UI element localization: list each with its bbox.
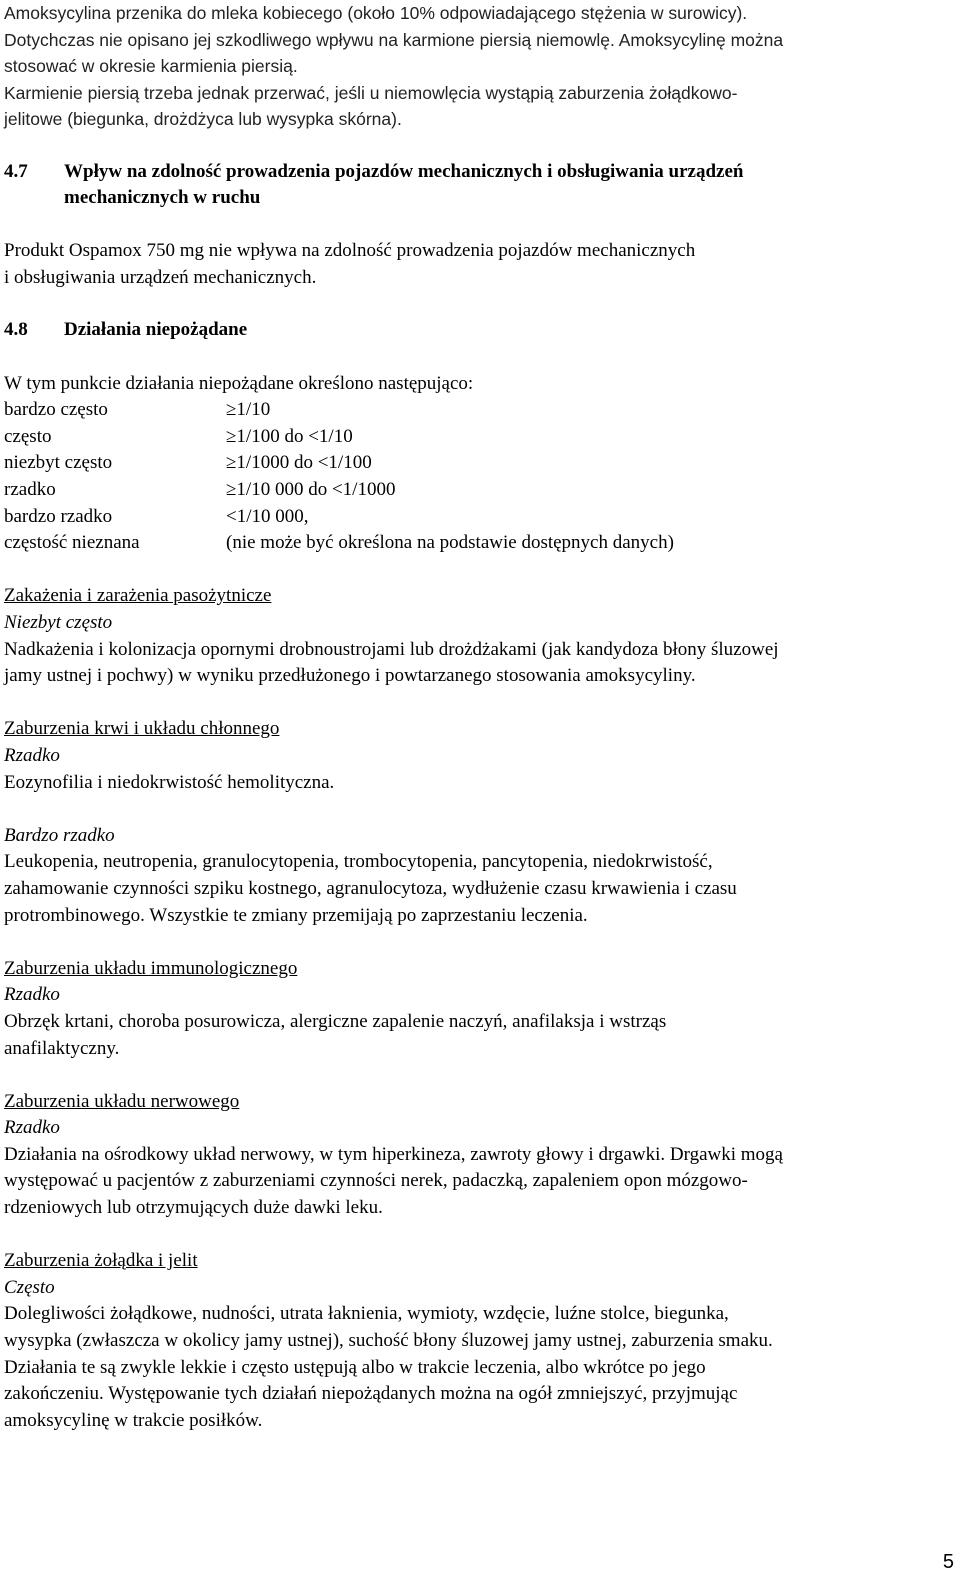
frequency-value: <1/10 000, <box>226 505 309 527</box>
nervous-section <box>4 1089 954 1222</box>
frequency-label: często <box>4 425 52 447</box>
section-title: Działania niepożądane <box>64 319 248 341</box>
body-line: Działania na ośrodkowy układ nerwowy, w tym hiperkineza, zawroty głowy i drgawki. Drgawki mogą <box>4 1143 783 1165</box>
body-line: wysypka (zwłaszcza w okolicy jamy ustnej), suchość błony śluzowej jamy ustnej, zaburzenia smaku. <box>4 1330 773 1352</box>
body-line: występować u pacjentów z zaburzeniami czynności nerek, padaczką, zapaleniem opon mózgowo- <box>4 1170 748 1192</box>
frequency-label: Niezbyt często <box>4 612 113 633</box>
frequency-row <box>4 530 954 557</box>
frequency-value: ≥1/1000 do <1/100 <box>226 452 372 474</box>
subsection-title: Zaburzenia krwi i układu chłonnego <box>4 718 280 740</box>
body-line: Obrzęk krtani, choroba posurowicza, alergiczne zapalenie naczyń, anafilaksja i wstrząs <box>4 1010 667 1032</box>
infections-section <box>4 583 954 689</box>
gi-section <box>4 1248 954 1434</box>
section-heading <box>4 159 954 212</box>
frequency-value: ≥1/100 do <1/10 <box>226 425 353 447</box>
frequency-label: Rzadko <box>4 744 60 766</box>
subsection-title: Zaburzenia układu immunologicznego <box>4 957 298 979</box>
intro-line: Karmienie piersią trzeba jednak przerwać, jeśli u niemowlęcia wystąpią zaburzenia żołądkowo- <box>4 82 738 103</box>
page-number: 5 <box>942 1551 954 1573</box>
frequency-label: rzadko <box>4 479 56 501</box>
section-title-line: Wpływ na zdolność prowadzenia pojazdów mechanicznych i obsługiwania urządzeń <box>64 160 744 182</box>
frequency-row <box>4 504 954 531</box>
frequency-row <box>4 450 954 477</box>
frequency-value: ≥1/10 <box>226 399 271 421</box>
body-line: Nadkażenia i kolonizacja opornymi drobnoustrojami lub drożdżakami (jak kandydoza błony śluzowej <box>4 638 779 660</box>
section-number: 4.8 <box>4 319 28 341</box>
body-line: zakończeniu. Występowanie tych działań niepożądanych można na ogół zmniejszyć, przyjmując <box>4 1383 738 1405</box>
frequency-value: ≥1/10 000 do <1/1000 <box>226 479 396 501</box>
frequency-label: bardzo często <box>4 399 108 421</box>
section-title-line: mechanicznych w ruchu <box>64 187 261 209</box>
blood-section <box>4 716 954 929</box>
intro-line: jelitowe (biegunka, drożdżyca lub wysypka skórna). <box>4 109 402 129</box>
body-line: rdzeniowych lub otrzymujących duże dawki leku. <box>4 1197 383 1219</box>
frequency-row <box>4 424 954 451</box>
body-line: Eozynofilia i niedokrwistość hemolityczna. <box>4 771 335 793</box>
frequency-table <box>4 397 954 557</box>
subsection-title: Zaburzenia układu nerwowego <box>4 1090 240 1112</box>
section-4-7 <box>4 159 954 292</box>
subsection-title: Zakażenia i zarażenia pasożytnicze <box>4 585 272 607</box>
body-line: Działania te są zwykle lekkie i często ustępują albo w trakcie leczenia, albo wkrótce po jego <box>4 1356 706 1378</box>
frequency-row <box>4 397 954 424</box>
intro-paragraph <box>4 0 954 133</box>
section-title <box>64 159 743 212</box>
section-number: 4.7 <box>4 160 28 182</box>
body-line: i obsługiwania urządzeń mechanicznych. <box>4 266 317 288</box>
section-heading <box>4 317 954 344</box>
body-line: amoksycylinę w trakcie posiłków. <box>4 1409 263 1431</box>
frequency-label: Bardzo rzadko <box>4 824 115 846</box>
frequency-intro: W tym punkcie działania niepożądane określono następująco: <box>4 372 474 394</box>
frequency-row <box>4 477 954 504</box>
immune-section <box>4 956 954 1062</box>
intro-line: stosować w okresie karmienia piersią. <box>4 56 298 76</box>
frequency-label: Często <box>4 1276 55 1298</box>
subsection-title: Zaburzenia żołądka i jelit <box>4 1250 198 1272</box>
frequency-label: bardzo rzadko <box>4 505 113 527</box>
body-line: Dolegliwości żołądkowe, nudności, utrata łaknienia, wymioty, wzdęcie, luźne stolce, biegunka, <box>4 1303 729 1325</box>
frequency-label: Rzadko <box>4 1117 60 1139</box>
body-line: jamy ustnej i pochwy) w wyniku przedłużonego i powtarzanego stosowania amoksycyliny. <box>4 665 696 687</box>
intro-line: Amoksycylina przenika do mleka kobiecego (około 10% odpowiadającego stężenia w surowicy). <box>4 3 748 23</box>
body-line: Produkt Ospamox 750 mg nie wpływa na zdolność prowadzenia pojazdów mechanicznych <box>4 240 696 262</box>
intro-line: Dotychczas nie opisano jej szkodliwego wpływu na karmione piersią niemowlę. Amoksycylinę można <box>4 29 784 50</box>
frequency-label: częstość nieznana <box>4 532 140 554</box>
document-page <box>4 0 954 1434</box>
frequency-value: (nie może być określona na podstawie dostępnych danych) <box>226 532 674 554</box>
body-line: protrombinowego. Wszystkie te zmiany przemijają po zaprzestaniu leczenia. <box>4 904 588 926</box>
frequency-label: niezbyt często <box>4 452 113 474</box>
body-line: zahamowanie czynności szpiku kostnego, agranulocytoza, wydłużenie czasu krwawienia i czasu <box>4 877 737 899</box>
body-line: Leukopenia, neutropenia, granulocytopenia, trombocytopenia, pancytopenia, niedokrwistość, <box>4 851 713 873</box>
body-line: anafilaktyczny. <box>4 1037 120 1059</box>
section-4-8 <box>4 317 954 1434</box>
frequency-label: Rzadko <box>4 984 60 1006</box>
